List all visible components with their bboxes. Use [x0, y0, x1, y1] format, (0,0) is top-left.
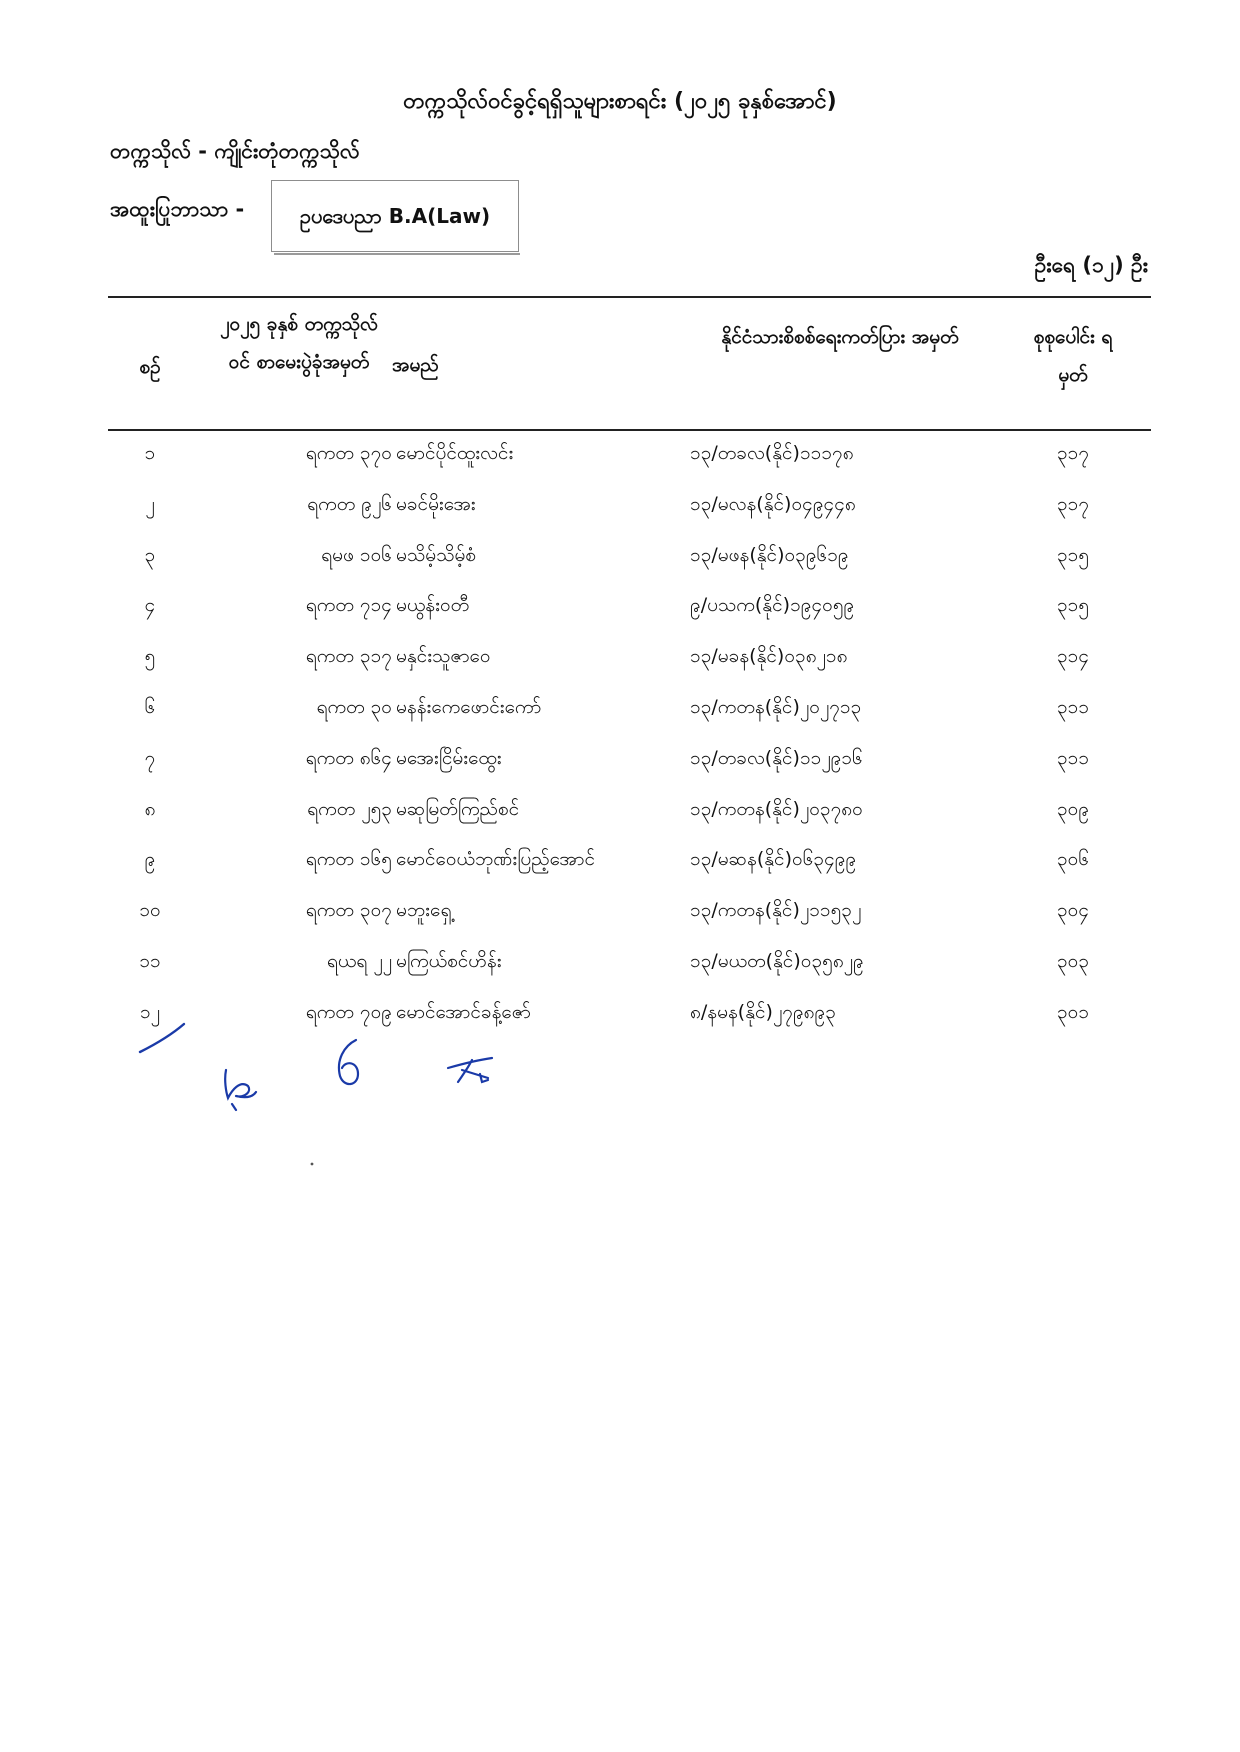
- cell-exam-number: ရကတ ၇၀၉: [305, 1000, 392, 1023]
- cell-total-marks: ၃၁၇: [1056, 442, 1090, 464]
- header-name: အမည်: [392, 354, 439, 376]
- table-row: [0, 639, 1240, 689]
- document-title: တက္ကသိုလ်ဝင်ခွင့်ရရှိသူများစာရင်း (၂၀၂၅ ခုနှစ်အောင်): [403, 89, 837, 114]
- cell-serial-no: ၁၂: [139, 1000, 161, 1023]
- cell-name: မဘူးရှေ့: [396, 899, 452, 922]
- table-row: [0, 995, 1240, 1045]
- cell-nrc: ၁၃/တခလ(နိုင်)၁၁၂၉၁၆: [690, 746, 863, 769]
- table-row: [0, 792, 1240, 842]
- cell-name: မဆုမြတ်ကြည်စင်: [396, 797, 520, 820]
- table-row: [0, 944, 1240, 994]
- table-row: [0, 842, 1240, 892]
- header-exam-number-text: ၂၀၂၅ ခုနှစ် တက္ကသိုလ်ဝင် စာမေးပွဲခုံအမှတ်: [220, 313, 378, 373]
- cell-serial-no: ၈: [144, 797, 156, 820]
- cell-exam-number: ရကတ ၃၁၇: [305, 645, 392, 668]
- cell-name: မနန်းကေဖောင်းကော်: [396, 696, 542, 718]
- cell-name: မောင်အောင်ခန့်ဇော်: [396, 1000, 531, 1023]
- cell-name: မောင်ပိုင်ထူးလင်း: [396, 442, 514, 464]
- cell-total-marks: ၃၀၉: [1056, 797, 1090, 820]
- header-serial-no: စဉ်: [139, 356, 161, 378]
- cell-exam-number: ရကတ ၉၂၆: [307, 492, 392, 515]
- cell-serial-no: ၉: [144, 848, 156, 871]
- total-count: ဦးရေ (၁၂) ဦး: [1034, 253, 1148, 277]
- cell-serial-no: ၇: [144, 746, 156, 769]
- cell-serial-no: ၆: [144, 696, 156, 718]
- table-row: [0, 487, 1240, 537]
- cell-nrc: ၁၃/တခလ(နိုင်)၁၁၁၇၈: [690, 442, 854, 464]
- table-row: [0, 893, 1240, 943]
- cell-total-marks: ၃၀၁: [1056, 1000, 1090, 1023]
- header-nrc-text: နိုင်ငံသားစိစစ်ရေးကတ်ပြား အမှတ်: [721, 326, 959, 348]
- cell-name: မခင်မိုးအေး: [396, 492, 476, 515]
- header-total-marks: [1010, 318, 1136, 394]
- cell-exam-number: ရကတ ၈၆၄: [305, 746, 392, 769]
- cell-exam-number: ရကတ ၇၁၄: [305, 594, 392, 617]
- header-exam-number: [196, 305, 402, 381]
- cell-nrc: ၁၃/မလန(နိုင်)၀၄၉၄၄၈: [690, 492, 856, 515]
- cell-total-marks: ၃၁၄: [1056, 645, 1090, 668]
- stray-dot: [311, 1163, 314, 1166]
- cell-serial-no: ၁၀: [139, 899, 161, 922]
- table-row: [0, 588, 1240, 638]
- cell-nrc: ၁၃/မခန(နိုင်)၀၃၈၂၁၈: [690, 645, 848, 668]
- cell-serial-no: ၄: [144, 594, 156, 617]
- cell-total-marks: ၃၁၇: [1056, 492, 1090, 515]
- cell-nrc: ၉/ပသက(နိုင်)၁၉၄၀၅၉: [690, 594, 855, 617]
- cell-nrc: ၁၃/ကတန(နိုင်)၂၀၃၇၈၀: [690, 797, 863, 820]
- cell-exam-number: ရယရ ၂၂: [327, 950, 392, 972]
- header-total-marks-text: စုစုပေါင်း ရမှတ်: [1033, 326, 1113, 386]
- cell-name: မောင်ဝေယံဘုဏ်းပြည့်အောင်: [396, 848, 595, 871]
- initial-mark-4: [448, 1058, 492, 1082]
- initial-mark-3: [339, 1040, 358, 1084]
- cell-total-marks: ၃၁၅: [1056, 543, 1090, 566]
- university-line: တက္ကသိုလ် - ကျိုင်းတုံတက္ကသိုလ်: [110, 139, 360, 163]
- specialty-value: ဥပဒေပညာ B.A(Law): [299, 204, 491, 228]
- cell-total-marks: ၃၁၅: [1056, 594, 1090, 617]
- cell-total-marks: ၃၁၁: [1056, 696, 1090, 718]
- cell-total-marks: ၃၀၄: [1056, 899, 1090, 922]
- cell-name: မနှင်းသူဇာဝေ: [396, 645, 491, 668]
- specialty-box: [271, 180, 519, 252]
- cell-total-marks: ၃၀၃: [1056, 950, 1090, 972]
- cell-exam-number: ရကတ ၃၀၇: [305, 899, 392, 922]
- table-row: [0, 741, 1240, 791]
- table-top-rule: [108, 296, 1151, 298]
- table-row: [0, 436, 1240, 486]
- table-row: [0, 538, 1240, 588]
- cell-serial-no: ၃: [144, 543, 156, 566]
- cell-name: မသိမ့်သိမ့်စံ: [396, 543, 476, 566]
- cell-exam-number: ရကတ ၂၅၃: [307, 797, 392, 820]
- cell-serial-no: ၁: [144, 442, 156, 464]
- cell-name: မကြယ်စင်ဟိန်း: [396, 950, 502, 972]
- cell-total-marks: ၃၀၆: [1056, 848, 1090, 871]
- cell-total-marks: ၃၁၁: [1056, 746, 1090, 769]
- cell-serial-no: ၂: [145, 492, 155, 515]
- table-row: [0, 690, 1240, 740]
- cell-name: မယွန်းဝတီ: [396, 594, 470, 617]
- initial-mark-2: [225, 1070, 256, 1110]
- cell-nrc: ၁၃/မဆန(နိုင်)၀၆၃၄၉၉: [690, 848, 857, 871]
- table-header-rule: [108, 429, 1151, 431]
- cell-nrc: ၁၃/မဖန(နိုင်)၀၃၉၆၁၉: [690, 543, 849, 566]
- cell-exam-number: ရကတ ၃၀: [316, 696, 392, 718]
- cell-nrc: ၁၃/ကတန(နိုင်)၂၁၁၅၃၂: [690, 899, 862, 922]
- cell-nrc: ၈/နမန(နိုင်)၂၇၉၈၉၃: [690, 1000, 836, 1023]
- cell-nrc: ၁၃/မယတ(နိုင်)၀၃၅၈၂၉: [690, 950, 864, 972]
- header-nrc: [680, 318, 1000, 356]
- cell-serial-no: ၁၁: [139, 950, 161, 972]
- cell-exam-number: ရကတ ၁၆၅: [305, 848, 392, 871]
- cell-name: မအေးငြိမ်းထွေး: [396, 746, 502, 769]
- specialty-label: အထူးပြုဘာသာ -: [110, 197, 245, 221]
- cell-serial-no: ၅: [144, 645, 156, 668]
- cell-exam-number: ရကတ ၃၇၀: [305, 442, 392, 464]
- cell-exam-number: ရမဖ ၁၀၆: [321, 543, 392, 566]
- cell-nrc: ၁၃/ကတန(နိုင်)၂၀၂၇၁၃: [690, 696, 862, 718]
